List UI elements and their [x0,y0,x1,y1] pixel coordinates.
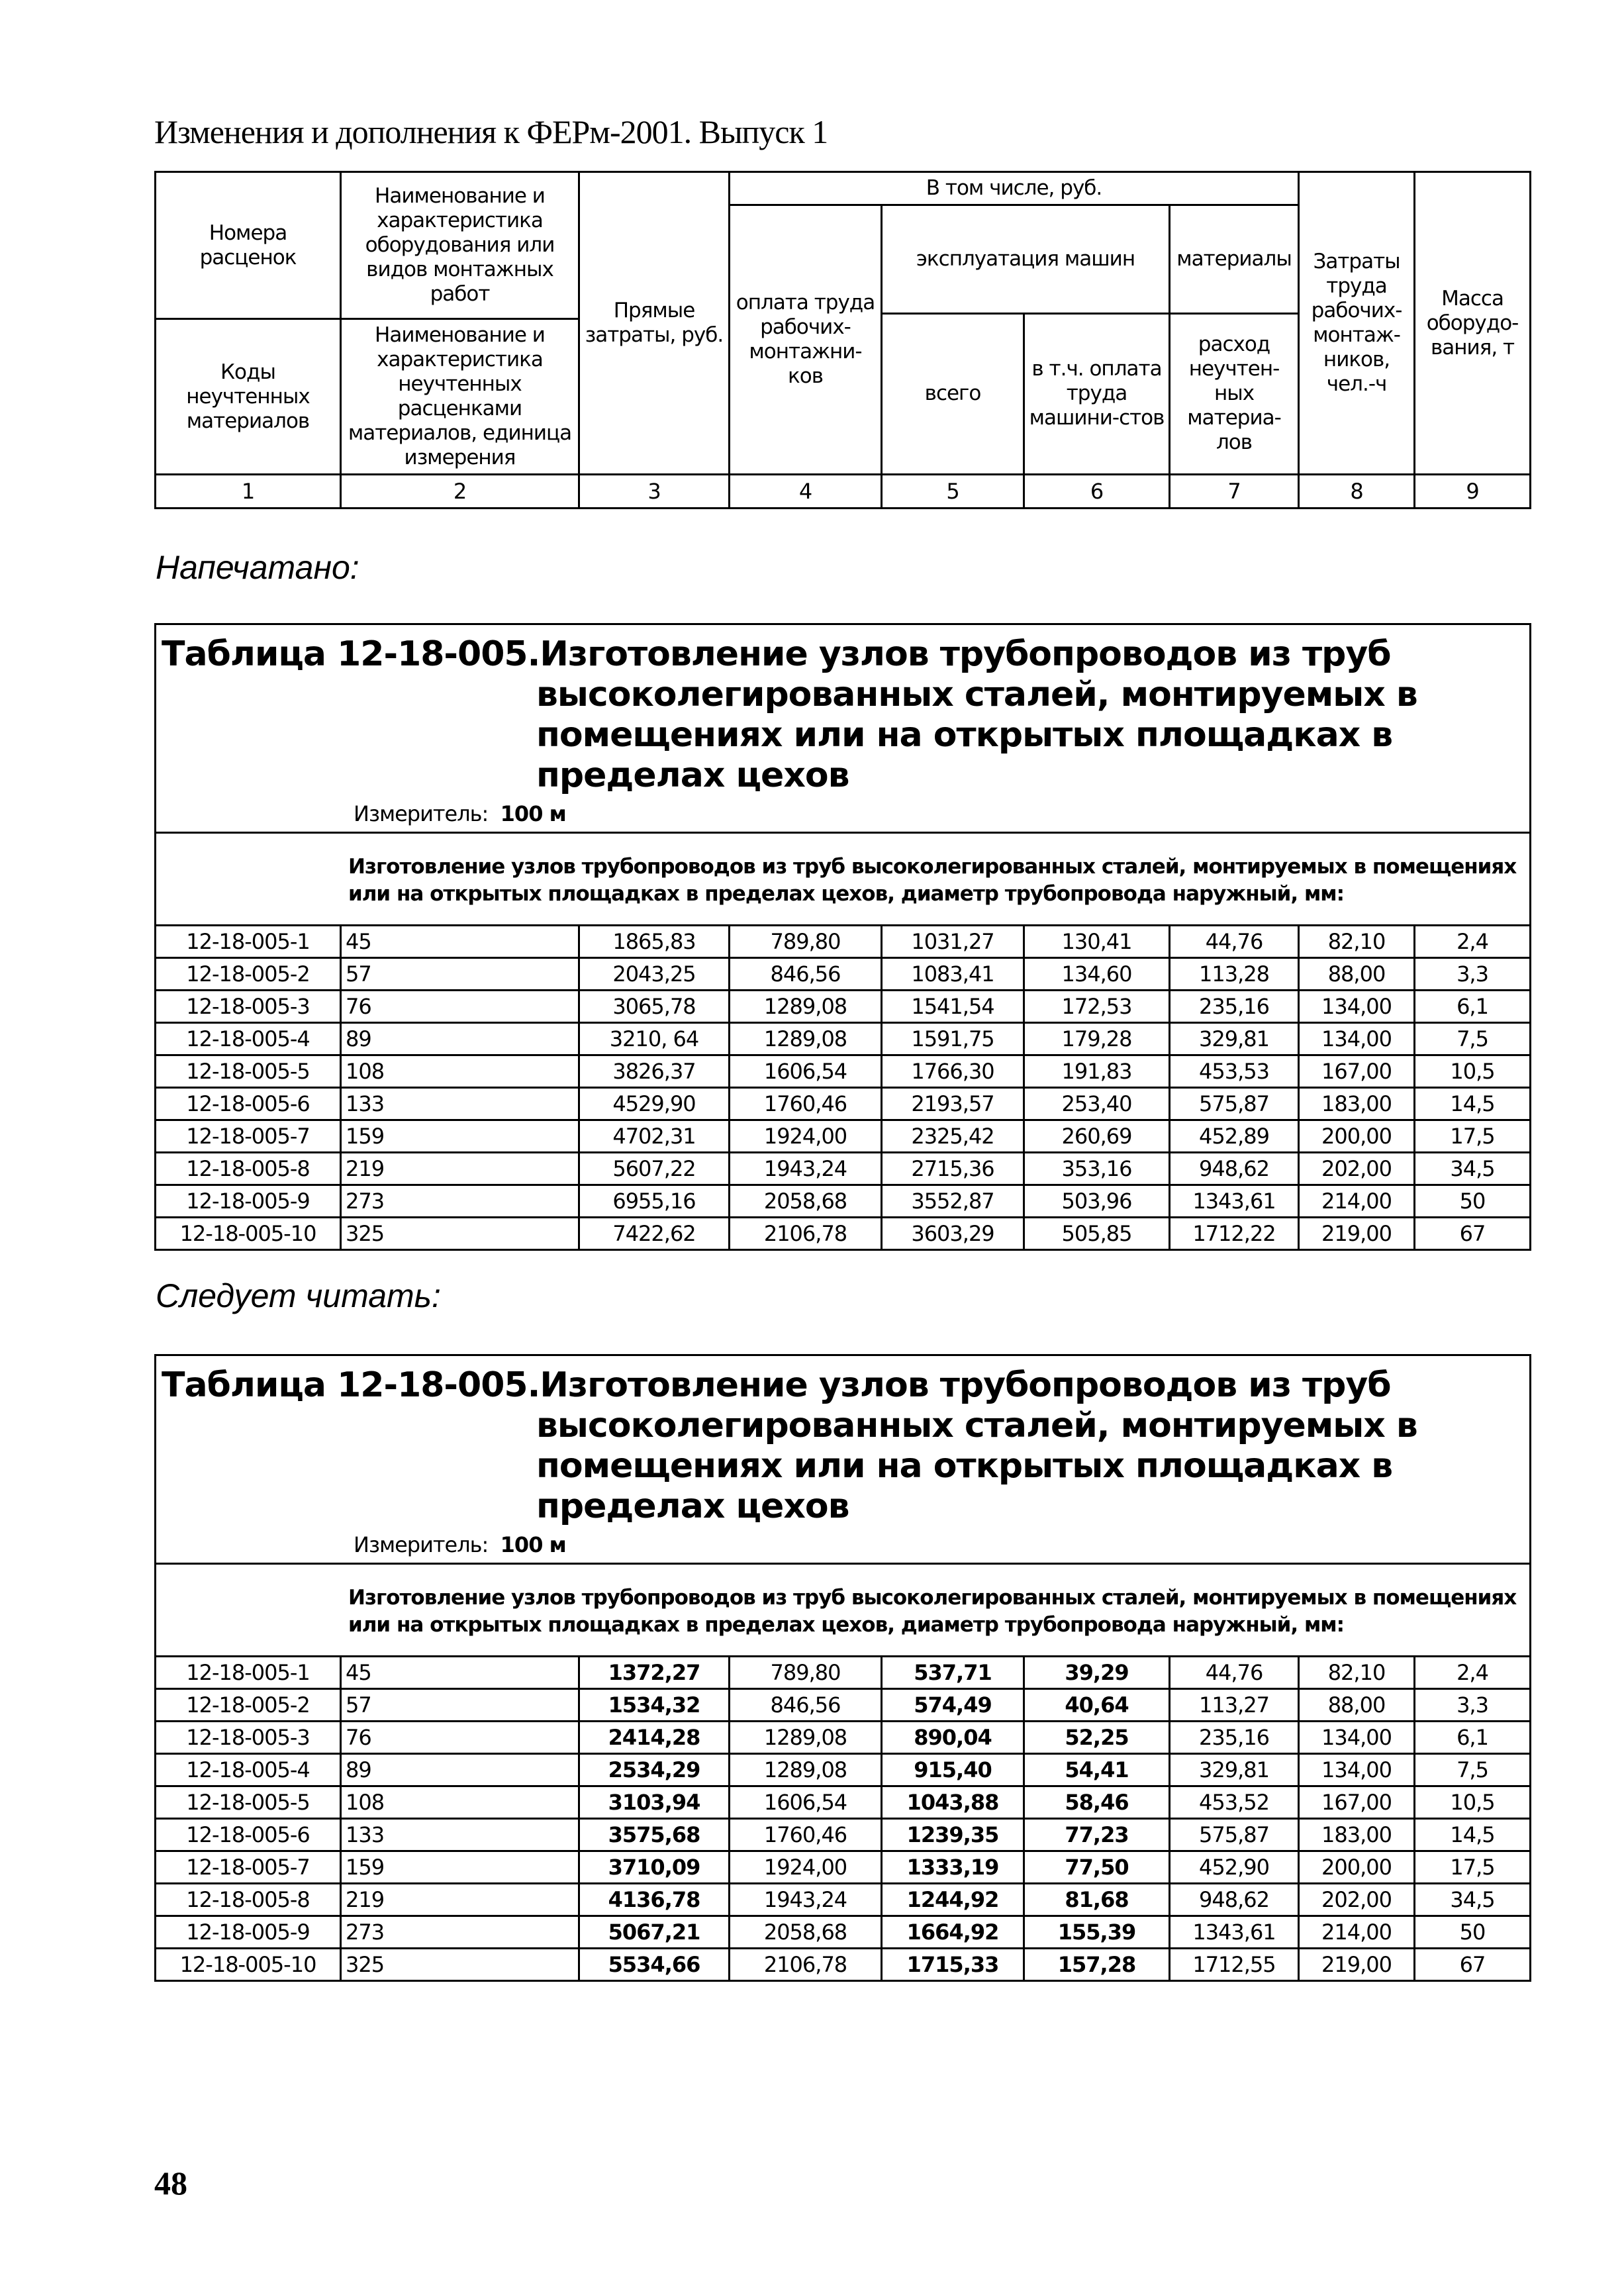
cell-rate-code: 12-18-005-7 [156,1120,341,1153]
cell-pipe-diameter: 133 [341,1819,579,1851]
cell-materials-cost: 452,89 [1170,1120,1299,1153]
cell-materials-cost: 329,81 [1170,1754,1299,1786]
cell-materials-cost: 113,27 [1170,1689,1299,1722]
cell-worker-pay: 2058,68 [730,1916,882,1949]
cell-machinist-pay: 81,68 [1024,1884,1170,1916]
cell-direct-cost: 4136,78 [579,1884,730,1916]
cell-machines-total: 1333,19 [882,1851,1024,1884]
cell-machinist-pay: 179,28 [1024,1023,1170,1055]
cell-machines-total: 1083,41 [882,958,1024,991]
cell-machines-total: 2193,57 [882,1088,1024,1120]
cell-pipe-diameter: 273 [341,1916,579,1949]
cell-labor-hours: 134,00 [1299,1023,1415,1055]
work-group-description: Изготовление узлов трубопроводов из труб высоколегированных сталей, монтируемых в помещениях или на открытых площадках в пределах цехов, диаметр трубопровода наружный, мм: [156,833,1531,926]
printed-label: Напечатано: [156,549,359,586]
table-row [156,1916,1531,1949]
cell-machinist-pay: 130,41 [1024,926,1170,958]
column-number: 4 [730,475,882,509]
cell-labor-hours: 214,00 [1299,1916,1415,1949]
table-row [156,1153,1531,1185]
header-rate-numbers: Номера расценок [156,172,341,319]
table-row [156,1088,1531,1120]
cell-labor-hours: 200,00 [1299,1851,1415,1884]
table-row [156,1722,1531,1754]
cell-machinist-pay: 54,41 [1024,1754,1170,1786]
cell-pipe-diameter: 57 [341,1689,579,1722]
table-row [156,1819,1531,1851]
cell-labor-hours: 202,00 [1299,1884,1415,1916]
table-row [156,1023,1531,1055]
column-number: 8 [1299,475,1415,509]
cell-worker-pay: 1760,46 [730,1088,882,1120]
cell-worker-pay: 2106,78 [730,1218,882,1250]
cell-rate-code: 12-18-005-2 [156,958,341,991]
cell-labor-hours: 183,00 [1299,1819,1415,1851]
header-unaccounted-materials: расход неучтен-ных материа-лов [1170,313,1299,475]
cell-labor-hours: 82,10 [1299,1657,1415,1689]
cell-pipe-diameter: 273 [341,1185,579,1218]
cell-materials-cost: 948,62 [1170,1884,1299,1916]
cell-machinist-pay: 52,25 [1024,1722,1170,1754]
header-direct-costs: Прямые затраты, руб. [579,172,730,475]
cell-worker-pay: 1943,24 [730,1884,882,1916]
cell-rate-code: 12-18-005-2 [156,1689,341,1722]
cell-worker-pay: 1289,08 [730,1754,882,1786]
cell-labor-hours: 82,10 [1299,926,1415,958]
cell-labor-hours: 200,00 [1299,1120,1415,1153]
column-number: 6 [1024,475,1170,509]
cell-machines-total: 1715,33 [882,1949,1024,1981]
cell-machinist-pay: 40,64 [1024,1689,1170,1722]
cell-machines-total: 1664,92 [882,1916,1024,1949]
table-row [156,1185,1531,1218]
cell-equipment-mass: 3,3 [1415,1689,1531,1722]
cell-direct-cost: 3065,78 [579,991,730,1023]
cell-direct-cost: 3575,68 [579,1819,730,1851]
header-including-group: В том числе, руб. [730,172,1299,205]
cell-rate-code: 12-18-005-4 [156,1754,341,1786]
cell-direct-cost: 3103,94 [579,1786,730,1819]
cell-pipe-diameter: 325 [341,1218,579,1250]
table-row [156,991,1531,1023]
cell-pipe-diameter: 89 [341,1754,579,1786]
cell-machines-total: 3603,29 [882,1218,1024,1250]
cell-equipment-mass: 14,5 [1415,1819,1531,1851]
cell-worker-pay: 789,80 [730,1657,882,1689]
cell-materials-cost: 44,76 [1170,1657,1299,1689]
cell-rate-code: 12-18-005-10 [156,1218,341,1250]
column-number: 5 [882,475,1024,509]
corrected-rate-table [154,1354,1531,1982]
cell-machines-total: 2325,42 [882,1120,1024,1153]
cell-machines-total: 1043,88 [882,1786,1024,1819]
cell-direct-cost: 4702,31 [579,1120,730,1153]
cell-machinist-pay: 155,39 [1024,1916,1170,1949]
cell-rate-code: 12-18-005-6 [156,1088,341,1120]
cell-machinist-pay: 505,85 [1024,1218,1170,1250]
column-number-row [156,475,1531,509]
cell-pipe-diameter: 89 [341,1023,579,1055]
cell-labor-hours: 202,00 [1299,1153,1415,1185]
cell-direct-cost: 1372,27 [579,1657,730,1689]
table-row [156,1786,1531,1819]
cell-worker-pay: 2106,78 [730,1949,882,1981]
table-title-continuation: высоколегированных сталей, монтируемых в помещениях или на открытых площадках в пределах цехов [536,1406,1417,1526]
page-number: 48 [154,2165,187,2202]
table-title-block [156,624,1531,833]
cell-direct-cost: 6955,16 [579,1185,730,1218]
cell-worker-pay: 789,80 [730,926,882,958]
column-number: 2 [341,475,579,509]
cell-machinist-pay: 77,23 [1024,1819,1170,1851]
cell-equipment-mass: 7,5 [1415,1023,1531,1055]
cell-equipment-mass: 6,1 [1415,1722,1531,1754]
table-row [156,1218,1531,1250]
cell-equipment-mass: 2,4 [1415,1657,1531,1689]
cell-equipment-mass: 50 [1415,1916,1531,1949]
cell-pipe-diameter: 76 [341,991,579,1023]
table-title: Таблица 12-18-005. Изготовление узлов трубопроводов из труб [162,634,1391,674]
cell-machines-total: 3552,87 [882,1185,1024,1218]
cell-equipment-mass: 34,5 [1415,1884,1531,1916]
cell-pipe-diameter: 108 [341,1786,579,1819]
cell-labor-hours: 88,00 [1299,958,1415,991]
cell-machinist-pay: 134,60 [1024,958,1170,991]
cell-rate-code: 12-18-005-7 [156,1851,341,1884]
cell-machinist-pay: 172,53 [1024,991,1170,1023]
cell-machines-total: 1031,27 [882,926,1024,958]
column-header-table [154,171,1531,509]
cell-labor-hours: 183,00 [1299,1088,1415,1120]
measurement-unit: Измеритель: 100 м [354,801,566,826]
cell-pipe-diameter: 45 [341,926,579,958]
header-labor-hours: Затраты труда рабочих-монтаж-ников, чел.-ч [1299,172,1415,475]
cell-machines-total: 915,40 [882,1754,1024,1786]
cell-labor-hours: 167,00 [1299,1786,1415,1819]
cell-machinist-pay: 157,28 [1024,1949,1170,1981]
cell-direct-cost: 2534,29 [579,1754,730,1786]
cell-equipment-mass: 2,4 [1415,926,1531,958]
table-row [156,1657,1531,1689]
cell-equipment-mass: 7,5 [1415,1754,1531,1786]
cell-direct-cost: 3826,37 [579,1055,730,1088]
cell-materials-cost: 235,16 [1170,1722,1299,1754]
cell-equipment-mass: 17,5 [1415,1120,1531,1153]
cell-direct-cost: 2414,28 [579,1722,730,1754]
table-row [156,926,1531,958]
header-machinist-pay: в т.ч. оплата труда машини-стов [1024,313,1170,475]
cell-equipment-mass: 50 [1415,1185,1531,1218]
header-machine-operation: эксплуатация машин [882,205,1170,314]
cell-worker-pay: 1943,24 [730,1153,882,1185]
cell-machinist-pay: 77,50 [1024,1851,1170,1884]
cell-rate-code: 12-18-005-10 [156,1949,341,1981]
cell-direct-cost: 3710,09 [579,1851,730,1884]
cell-rate-code: 12-18-005-9 [156,1916,341,1949]
cell-direct-cost: 1534,32 [579,1689,730,1722]
cell-rate-code: 12-18-005-3 [156,1722,341,1754]
cell-labor-hours: 167,00 [1299,1055,1415,1088]
cell-equipment-mass: 14,5 [1415,1088,1531,1120]
cell-rate-code: 12-18-005-9 [156,1185,341,1218]
cell-worker-pay: 846,56 [730,1689,882,1722]
cell-materials-cost: 1343,61 [1170,1916,1299,1949]
cell-rate-code: 12-18-005-8 [156,1153,341,1185]
cell-direct-cost: 5607,22 [579,1153,730,1185]
cell-materials-cost: 1343,61 [1170,1185,1299,1218]
cell-equipment-mass: 34,5 [1415,1153,1531,1185]
cell-direct-cost: 1865,83 [579,926,730,958]
cell-direct-cost: 4529,90 [579,1088,730,1120]
table-row [156,1884,1531,1916]
table-number: Таблица 12-18-005. [162,634,540,674]
cell-machinist-pay: 503,96 [1024,1185,1170,1218]
cell-pipe-diameter: 159 [341,1120,579,1153]
cell-materials-cost: 575,87 [1170,1819,1299,1851]
cell-labor-hours: 88,00 [1299,1689,1415,1722]
cell-rate-code: 12-18-005-4 [156,1023,341,1055]
table-row [156,1689,1531,1722]
column-number: 3 [579,475,730,509]
printed-rows [156,926,1531,1250]
cell-rate-code: 12-18-005-1 [156,1657,341,1689]
cell-labor-hours: 219,00 [1299,1949,1415,1981]
cell-rate-code: 12-18-005-1 [156,926,341,958]
cell-machines-total: 1239,35 [882,1819,1024,1851]
cell-labor-hours: 219,00 [1299,1218,1415,1250]
cell-materials-cost: 575,87 [1170,1088,1299,1120]
cell-direct-cost: 2043,25 [579,958,730,991]
cell-machines-total: 890,04 [882,1722,1024,1754]
header-materials: материалы [1170,205,1299,314]
cell-worker-pay: 1289,08 [730,1722,882,1754]
cell-materials-cost: 1712,22 [1170,1218,1299,1250]
cell-machines-total: 574,49 [882,1689,1024,1722]
cell-materials-cost: 1712,55 [1170,1949,1299,1981]
cell-equipment-mass: 17,5 [1415,1851,1531,1884]
cell-worker-pay: 1606,54 [730,1786,882,1819]
cell-machinist-pay: 58,46 [1024,1786,1170,1819]
cell-rate-code: 12-18-005-5 [156,1786,341,1819]
cell-machinist-pay: 353,16 [1024,1153,1170,1185]
cell-machines-total: 1766,30 [882,1055,1024,1088]
cell-machinist-pay: 253,40 [1024,1088,1170,1120]
table-number: Таблица 12-18-005. [162,1365,540,1405]
page-header: Изменения и дополнения к ФЕРм-2001. Выпуск 1 [154,113,828,150]
cell-direct-cost: 3210, 64 [579,1023,730,1055]
cell-pipe-diameter: 57 [341,958,579,991]
cell-labor-hours: 134,00 [1299,1754,1415,1786]
header-equipment-mass: Масса оборудо-вания, т [1415,172,1531,475]
table-title-block [156,1355,1531,1564]
work-group-description: Изготовление узлов трубопроводов из труб высоколегированных сталей, монтируемых в помещениях или на открытых площадках в пределах цехов, диаметр трубопровода наружный, мм: [156,1564,1531,1657]
column-number: 7 [1170,475,1299,509]
cell-materials-cost: 453,52 [1170,1786,1299,1819]
table-row [156,1120,1531,1153]
table-row [156,1851,1531,1884]
cell-labor-hours: 134,00 [1299,1722,1415,1754]
cell-equipment-mass: 10,5 [1415,1055,1531,1088]
header-material-codes: Коды неучтенных материалов [156,319,341,475]
cell-materials-cost: 948,62 [1170,1153,1299,1185]
cell-worker-pay: 1924,00 [730,1120,882,1153]
corrected-rows [156,1657,1531,1981]
cell-direct-cost: 7422,62 [579,1218,730,1250]
column-number: 1 [156,475,341,509]
cell-rate-code: 12-18-005-8 [156,1884,341,1916]
cell-equipment-mass: 67 [1415,1218,1531,1250]
cell-worker-pay: 1760,46 [730,1819,882,1851]
table-row [156,1754,1531,1786]
cell-machinist-pay: 191,83 [1024,1055,1170,1088]
header-worker-pay: оплата труда рабочих-монтажни-ков [730,205,882,475]
table-row [156,958,1531,991]
cell-labor-hours: 214,00 [1299,1185,1415,1218]
cell-materials-cost: 44,76 [1170,926,1299,958]
cell-worker-pay: 2058,68 [730,1185,882,1218]
corrected-label: Следует читать: [156,1277,441,1314]
cell-worker-pay: 1289,08 [730,991,882,1023]
cell-materials-cost: 452,90 [1170,1851,1299,1884]
table-row [156,1055,1531,1088]
cell-machines-total: 1591,75 [882,1023,1024,1055]
cell-labor-hours: 134,00 [1299,991,1415,1023]
cell-worker-pay: 1924,00 [730,1851,882,1884]
cell-materials-cost: 329,81 [1170,1023,1299,1055]
cell-pipe-diameter: 108 [341,1055,579,1088]
header-material-names: Наименование и характеристика неучтенных расценками материалов, единица измерения [341,319,579,475]
cell-equipment-mass: 3,3 [1415,958,1531,991]
cell-pipe-diameter: 219 [341,1153,579,1185]
cell-worker-pay: 1606,54 [730,1055,882,1088]
printed-rate-table [154,623,1531,1251]
cell-pipe-diameter: 133 [341,1088,579,1120]
cell-machines-total: 2715,36 [882,1153,1024,1185]
cell-pipe-diameter: 45 [341,1657,579,1689]
cell-rate-code: 12-18-005-5 [156,1055,341,1088]
cell-rate-code: 12-18-005-6 [156,1819,341,1851]
cell-machinist-pay: 260,69 [1024,1120,1170,1153]
cell-direct-cost: 5067,21 [579,1916,730,1949]
cell-equipment-mass: 10,5 [1415,1786,1531,1819]
cell-machines-total: 537,71 [882,1657,1024,1689]
cell-equipment-mass: 6,1 [1415,991,1531,1023]
table-row [156,1949,1531,1981]
header-machines-total: всего [882,313,1024,475]
cell-materials-cost: 453,53 [1170,1055,1299,1088]
cell-machines-total: 1541,54 [882,991,1024,1023]
cell-direct-cost: 5534,66 [579,1949,730,1981]
cell-machinist-pay: 39,29 [1024,1657,1170,1689]
table-title-continuation: высоколегированных сталей, монтируемых в помещениях или на открытых площадках в пределах цехов [536,675,1417,795]
cell-worker-pay: 1289,08 [730,1023,882,1055]
cell-worker-pay: 846,56 [730,958,882,991]
cell-pipe-diameter: 219 [341,1884,579,1916]
column-number: 9 [1415,475,1531,509]
cell-rate-code: 12-18-005-3 [156,991,341,1023]
cell-pipe-diameter: 159 [341,1851,579,1884]
cell-materials-cost: 113,28 [1170,958,1299,991]
header-work-name: Наименование и характеристика оборудования или видов монтажных работ [341,172,579,319]
cell-pipe-diameter: 325 [341,1949,579,1981]
cell-machines-total: 1244,92 [882,1884,1024,1916]
cell-pipe-diameter: 76 [341,1722,579,1754]
cell-materials-cost: 235,16 [1170,991,1299,1023]
cell-equipment-mass: 67 [1415,1949,1531,1981]
table-title: Таблица 12-18-005. Изготовление узлов трубопроводов из труб [162,1365,1391,1405]
measurement-unit: Измеритель: 100 м [354,1532,566,1557]
